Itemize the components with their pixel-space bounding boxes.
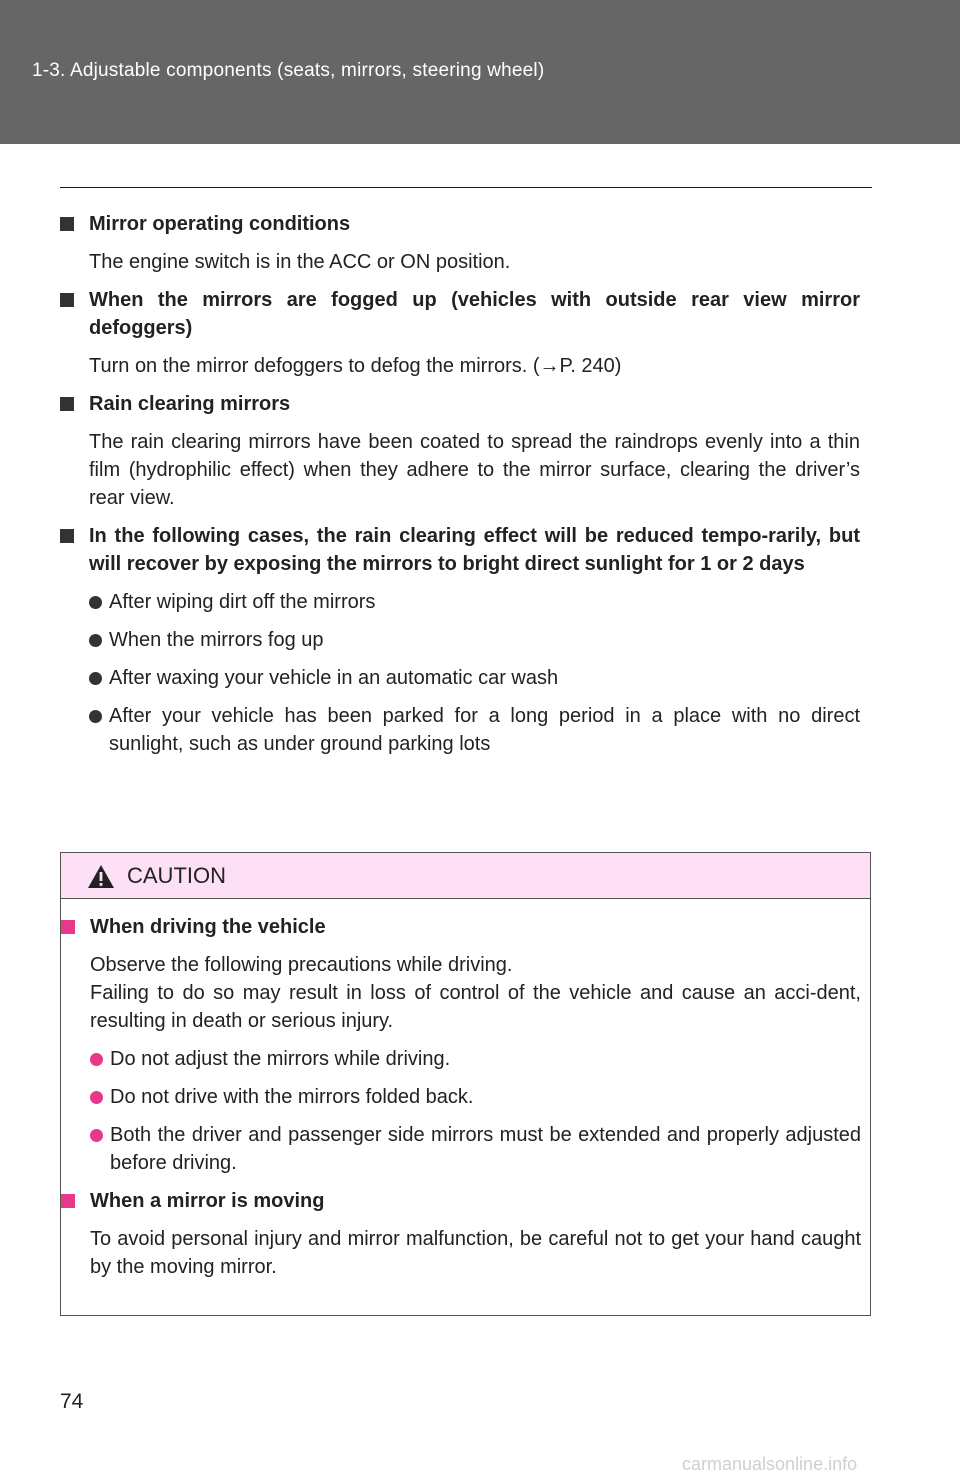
heading-square-icon: [60, 217, 74, 231]
main-content: [60, 210, 860, 758]
caution-list-item: Both the driver and passenger side mirrors must be extended and properly adjusted before driving.: [61, 1121, 861, 1177]
caution-title: CAUTION: [127, 863, 226, 888]
caution-list-item: Do not drive with the mirrors folded back.: [61, 1083, 861, 1111]
section-body: The engine switch is in the ACC or ON position.: [89, 251, 511, 273]
heading-square-icon: [60, 529, 74, 543]
section-heading: When the mirrors are fogged up (vehicles with outside rear view mirror defoggers): [60, 286, 860, 342]
heading-square-icon: [60, 397, 74, 411]
caution-heading: When driving the vehicle: [61, 913, 861, 941]
warning-triangle-icon: [87, 864, 115, 889]
section-heading: In the following cases, the rain clearing effect will be reduced tempo-rarily, but will recover by exposing the mirrors to bright direct sunlight for 1 or 2 days: [60, 522, 860, 578]
heading-square-icon: [61, 920, 75, 934]
heading-square-icon: [60, 293, 74, 307]
caution-body: To avoid personal injury and mirror malfunction, be careful not to get your hand caught by the moving mirror.: [90, 1228, 861, 1278]
heading-square-icon: [61, 1194, 75, 1208]
bullet-icon: [89, 596, 102, 609]
page-number: 74: [60, 1390, 84, 1413]
section-heading: Rain clearing mirrors: [60, 390, 860, 418]
caution-body: Observe the following precautions while driving. Failing to do so may result in loss of control of the vehicle and cause an acci-dent, resulting in death or serious injury.: [90, 954, 861, 1032]
bullet-icon: [90, 1053, 103, 1066]
bullet-icon: [89, 634, 102, 647]
watermark: carmanualsonline.info: [682, 1454, 858, 1474]
section-body: Turn on the mirror defoggers to defog the mirrors. (→P. 240): [89, 355, 622, 377]
chapter-title: 1-3. Adjustable components (seats, mirrors, steering wheel): [32, 60, 545, 81]
bullet-icon: [90, 1091, 103, 1104]
list-item: When the mirrors fog up: [60, 626, 860, 654]
bullet-icon: [89, 672, 102, 685]
bullet-icon: [89, 710, 102, 723]
caution-heading: When a mirror is moving: [61, 1187, 861, 1215]
list-item: After your vehicle has been parked for a long period in a place with no direct sunlight, such as under ground parking lots: [60, 702, 860, 758]
caution-header: [61, 853, 870, 899]
section-divider: [60, 187, 872, 188]
section-heading: Mirror operating conditions: [60, 210, 860, 238]
caution-content: [61, 913, 861, 1281]
caution-list-item: Do not adjust the mirrors while driving.: [61, 1045, 861, 1073]
section-body: The rain clearing mirrors have been coated to spread the raindrops evenly into a thin film (hydrophilic effect) when they adhere to the mirror surface, clearing the driver’s rear view.: [89, 431, 860, 509]
list-item: After waxing your vehicle in an automatic car wash: [60, 664, 860, 692]
caution-box: [60, 852, 871, 1316]
chapter-header-band: [0, 0, 960, 144]
list-item: After wiping dirt off the mirrors: [60, 588, 860, 616]
bullet-icon: [90, 1129, 103, 1142]
